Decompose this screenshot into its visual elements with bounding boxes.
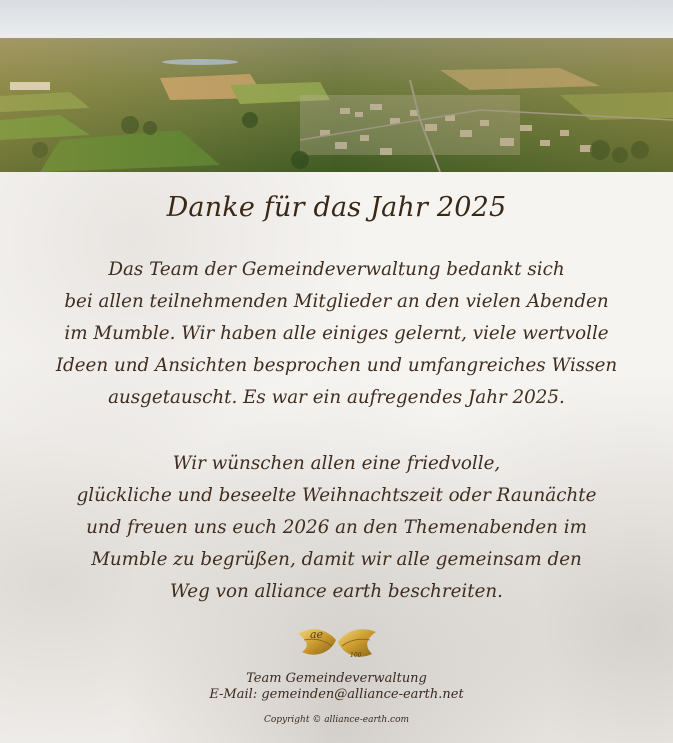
logo-number-text: 100 <box>350 652 362 659</box>
email-address: E-Mail: gemeinden@alliance-earth.net <box>209 687 464 702</box>
paragraph-line: Das Team der Gemeindeverwaltung bedankt sich <box>108 259 565 280</box>
paragraph-line: Wir wünschen allen eine friedvolle, <box>172 453 501 474</box>
copyright-notice: Copyright © alliance-earth.com <box>263 715 410 725</box>
paragraph-line: Ideen und Ansichten besprochen und umfangreiches Wissen <box>55 355 618 376</box>
aerial-landscape-photo <box>0 0 673 172</box>
golden-wings-logo-icon <box>296 624 378 664</box>
paragraph-line: ausgetauscht. Es war ein aufregendes Jahr 2025. <box>108 387 565 408</box>
paragraph-line: bei allen teilnehmenden Mitglieder an den vielen Abenden <box>64 291 609 312</box>
wishes-paragraph <box>0 448 673 608</box>
paragraph-line: Weg von alliance earth beschreiten. <box>170 581 503 602</box>
paragraph-line: im Mumble. Wir haben alle einiges gelernt, viele wertvolle <box>64 323 609 344</box>
footer-contact <box>0 671 673 703</box>
team-name: Team Gemeindeverwaltung <box>246 671 427 686</box>
paragraph-line: glückliche und beseelte Weihnachtszeit oder Raunächte <box>76 485 597 506</box>
paragraph-line: und freuen uns euch 2026 an den Themenabenden im <box>86 517 587 538</box>
paragraph-line: Mumble zu begrüßen, damit wir alle gemeinsam den <box>91 549 582 570</box>
thanks-paragraph <box>0 254 673 414</box>
page-title: Danke für das Jahr 2025 <box>166 192 507 223</box>
logo-mark-text: ae <box>310 628 324 641</box>
